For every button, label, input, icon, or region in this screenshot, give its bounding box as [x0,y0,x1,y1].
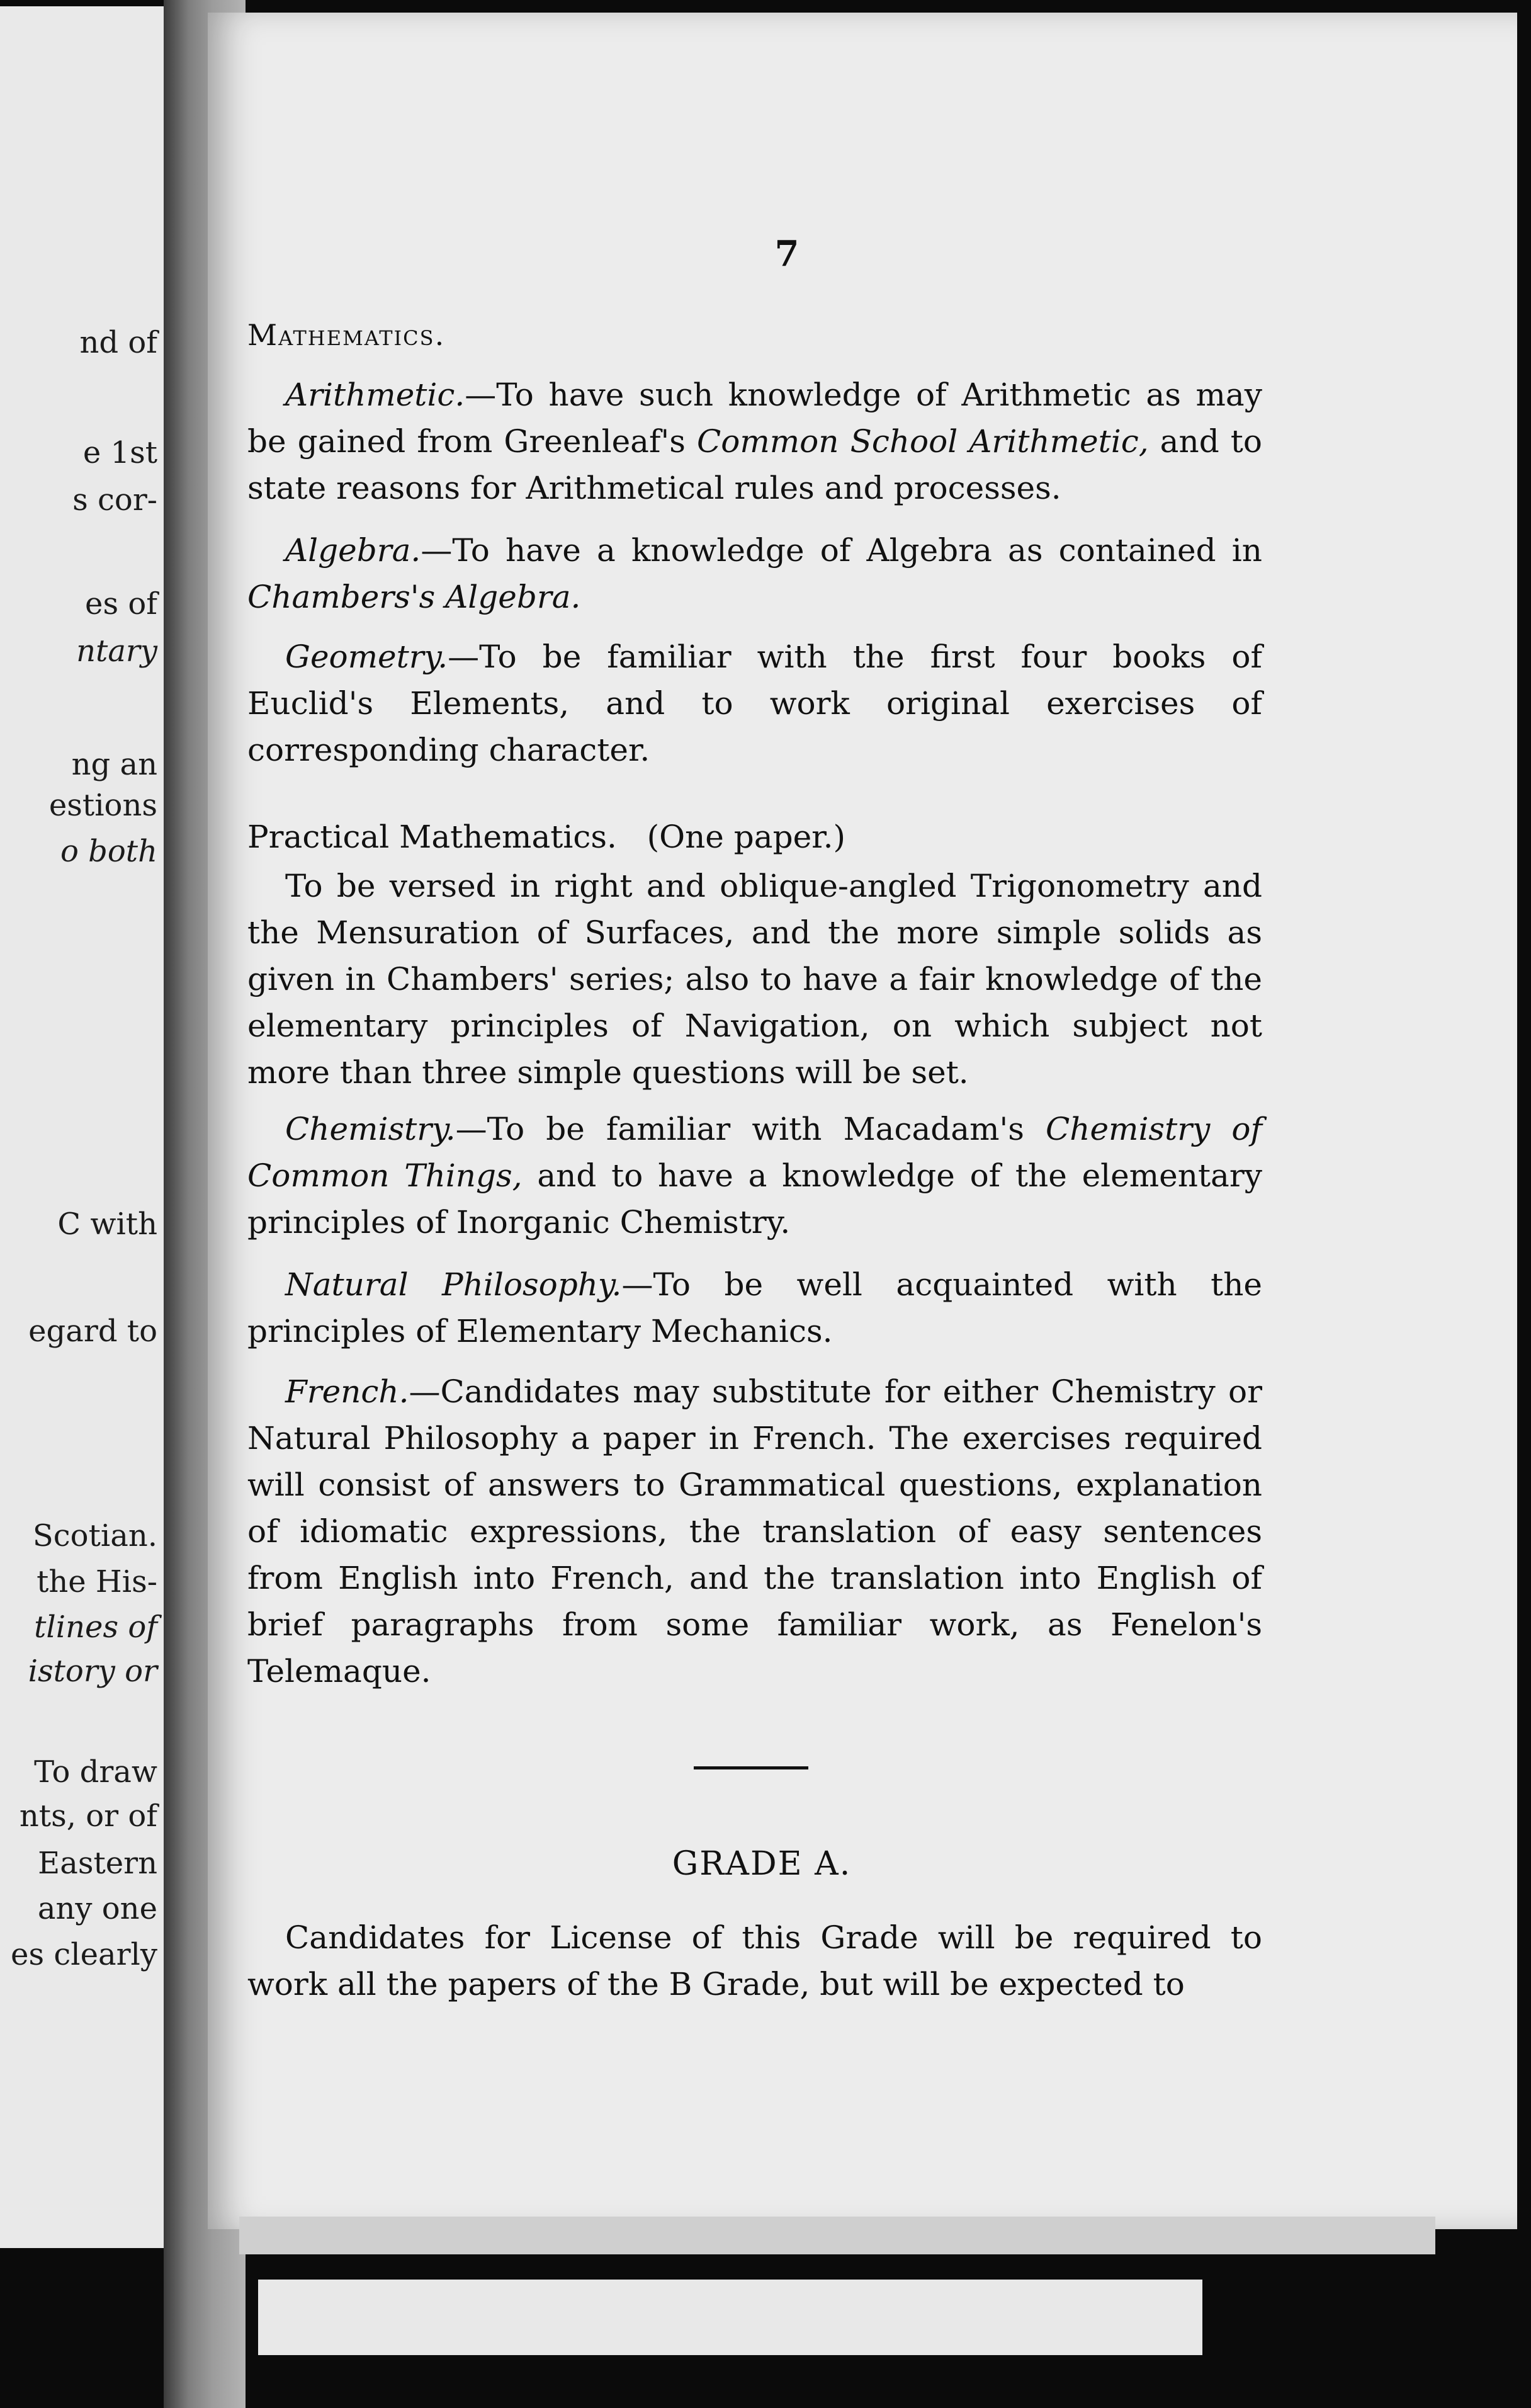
text: —To be familiar with Macadam's [455,1111,1046,1147]
paragraph-french [247,1368,1262,1695]
previous-page-fragment [0,6,183,2248]
section-heading: Mathematics. [247,318,446,352]
page-number: 7 [774,233,799,275]
left-page-line: the His- [37,1564,157,1599]
paragraph-algebra [247,527,1262,620]
left-page-line: Scotian. [32,1518,157,1553]
left-page-line: nd of [79,325,157,360]
left-page-line: Eastern [38,1846,157,1881]
practical-note: (One paper.) [647,819,845,855]
left-page-line: To draw [34,1754,157,1790]
paragraph-arithmetic [247,372,1262,511]
label-practical: Practical Mathematics. [247,819,617,855]
text: —Candidates may substitute for either Chemistry or Natural Philosophy a paper in French. The exercises required will consist of answers to Grammatical questions, explanation of idiomatic expressions, the translation of easy sentences from English into French, and the translation into English of brief paragraphs from some familiar work, as Fenelon's Telemaque. [247,1373,1262,1690]
text: —To have such knowledge of Arithmetic as may be gained from Greenleaf's [247,377,1262,460]
left-page-line: e 1st [82,435,157,470]
left-page-line: s cor- [72,482,157,518]
page-bottom-edge [258,2280,1202,2355]
label-french: French. [285,1373,409,1410]
text: and to have a knowledge of the elementary principles of Inorganic Chemistry. [247,1157,1263,1241]
page-edge-shadow [239,2217,1435,2254]
label-geometry: Geometry. [285,639,448,675]
paragraph-practical-mathematics: To be versed in right and oblique-angled Trigonometry and the Mensuration of Surfaces, and the more simple solids as given in Chambers' series; also to have a fair knowledge of the elementary principles of Navigation, on which subject not more than three simple questions will be set. [247,868,1262,1091]
label-natural-philosophy: Natural Philosophy. [285,1266,622,1303]
left-page-line: nts, or of [19,1798,157,1834]
left-page-line: ntary [76,633,157,669]
text: —To be familiar with the first four books of Euclid's Elements, and to work original exercises of corresponding character. [247,639,1262,768]
paragraph-chemistry [247,1106,1262,1246]
left-page-line: egard to [28,1314,157,1349]
book-title: Chemistry of Common Things, [247,1111,1262,1194]
heading-practical-mathematics [247,814,845,860]
left-page-line: es clearly [11,1937,157,1972]
grade-a-heading: GRADE A. [672,1845,852,1883]
left-page-line: es of [85,586,157,622]
text: —To have a knowledge of Algebra as contained in [421,532,1262,569]
section-divider [694,1766,808,1769]
left-page-line: o both [60,834,157,869]
left-page-line: C with [57,1207,157,1242]
label-arithmetic: Arithmetic. [285,377,465,413]
paragraph-geometry [247,633,1262,773]
text: —To be well acquainted with the principles of Elementary Mechanics. [247,1266,1263,1349]
left-page-line: estions [48,788,157,823]
label-chemistry: Chemistry. [285,1111,456,1147]
left-page-line: tlines of [34,1610,157,1645]
left-page-line: ng an [71,747,157,782]
book-title: Chambers's Algebra. [247,579,581,615]
label-algebra: Algebra. [285,532,421,569]
left-page-line: any one [37,1891,157,1926]
left-page-line: istory or [28,1654,157,1689]
text: and to state reasons for Arithmetical rules and processes. [247,423,1262,506]
paragraph-natural-philosophy [247,1261,1262,1354]
book-title: Common School Arithmetic, [697,423,1149,460]
paragraph-grade-a: Candidates for License of this Grade will be required to work all the papers of the B Grade, but will be expected to [247,1919,1262,2002]
